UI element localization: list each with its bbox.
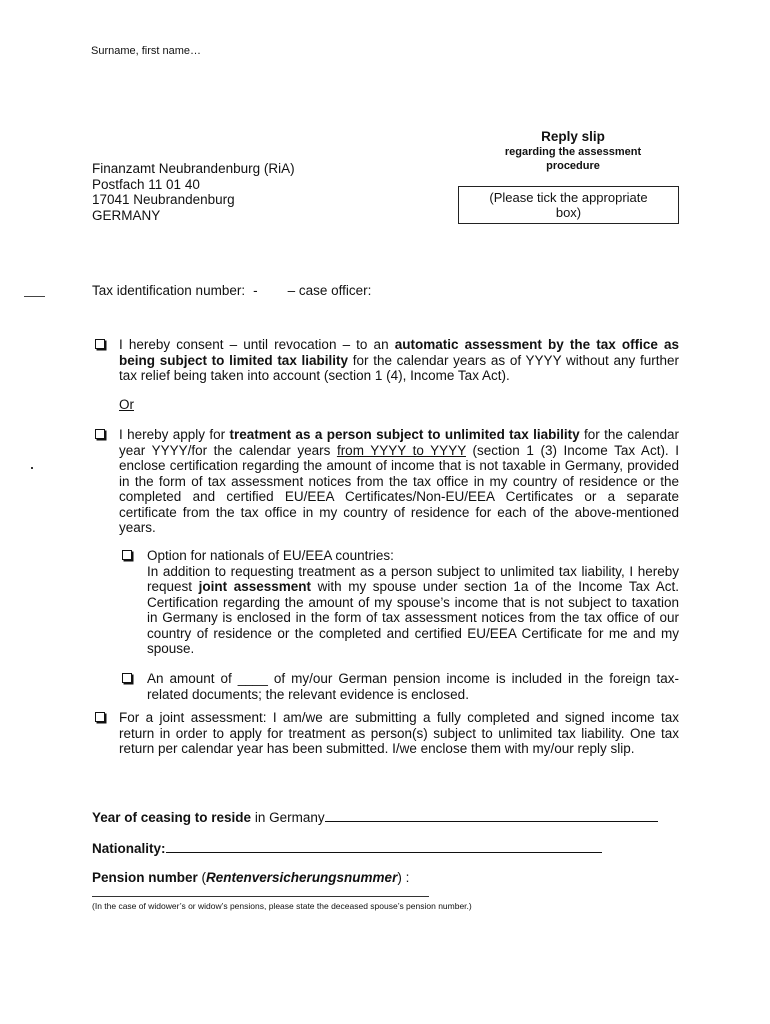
pension-number-field — [92, 870, 409, 885]
option2-text-1: I hereby apply for — [119, 427, 230, 442]
joint-text-2: with my spouse under section 1a of the Income Tax Act. Certification regarding the amount of my spouse’s income that is not subject to taxation in Germany is enclosed in the form of tax assessment notices from the tax office of our country of residence or the completed and certified EU/EEA Certificate for me and my spouse. — [147, 579, 679, 656]
year-ceasing-label-rest: in Germany — [251, 810, 325, 825]
address-line-1: Finanzamt Neubrandenburg (RiA) — [92, 161, 295, 176]
footnote-text: (In the case of widower’s or widow’s pensions, please state the deceased spouse’s pension number.) — [92, 901, 472, 911]
option-pension-income: An amount of ____ of my/our German pension income is included in the foreign tax-related documents; the relevant evidence is enclosed. — [147, 671, 679, 702]
tax-id-label: Tax identification number: — [92, 283, 246, 298]
punch-mark — [31, 467, 33, 469]
tax-id-dash: - — [253, 283, 258, 298]
year-ceasing-field — [92, 809, 658, 825]
reply-slip-title: Reply slip — [541, 129, 605, 144]
checkbox-automatic-assessment[interactable] — [95, 339, 105, 349]
option1-text-1: I hereby consent – until revocation – to an — [119, 337, 395, 352]
checkbox-tax-return[interactable] — [95, 712, 105, 722]
nationality-input[interactable] — [166, 840, 602, 853]
joint-option-title: Option for nationals of EU/EEA countries: — [147, 548, 394, 563]
recipient-address — [92, 161, 295, 223]
joint-bold: joint assessment — [198, 579, 312, 594]
option-automatic-assessment — [119, 337, 679, 384]
address-line-3: 17041 Neubrandenburg — [92, 192, 235, 207]
case-officer-label: – case officer: — [287, 283, 372, 298]
option2-text-2: for the calendar year YYYY/for the calendar years — [119, 427, 679, 458]
option1-bold: automatic assessment by the tax office as being subject to limited tax liability — [119, 337, 679, 368]
tax-id-line — [92, 283, 371, 298]
nationality-field — [92, 840, 602, 856]
sender-name-placeholder: Surname, first name… — [91, 45, 202, 57]
option1-text-2: for the calendar years as of YYYY without any further tax relief being taken into account (section 1 (4), Income Tax Act). — [119, 352, 679, 383]
fold-mark — [24, 296, 45, 297]
reply-slip-subtitle-1: regarding the assessment — [504, 146, 642, 158]
checkbox-pension-income[interactable] — [122, 673, 132, 683]
or-label: Or — [119, 397, 134, 412]
year-ceasing-input[interactable] — [325, 809, 658, 822]
option2-text-3: (section 1 (3) Income Tax Act). I enclose certification regarding the amount of income that is not taxable in Germany, provided in the form of tax assessment notices from the tax office in my country of residence or the completed and certified EU/EEA Certificates/Non-EU/EEA Certificates or a separate certificate from the tax office in my country of residence for each of the above-mentioned years. — [119, 442, 680, 535]
address-line-4: GERMANY — [92, 207, 161, 223]
year-ceasing-label: Year of ceasing to reside — [92, 810, 252, 825]
tick-hint-box — [458, 186, 679, 224]
pension-open-paren: ( — [197, 870, 207, 885]
option-unlimited-liability — [119, 427, 679, 536]
option2-underlined-years: from YYYY to YYYY — [336, 442, 466, 458]
pension-number-label: Pension number — [92, 870, 198, 885]
reply-slip-heading — [470, 129, 676, 173]
option2-bold: treatment as a person subject to unlimited tax liability — [229, 427, 580, 442]
checkbox-unlimited-liability[interactable] — [95, 429, 105, 439]
pension-close-paren: ) : — [397, 870, 410, 885]
footnote-rule — [92, 896, 429, 897]
joint-text-1: In addition to requesting treatment as a person subject to unlimited tax liability, I hereby request — [147, 563, 679, 594]
address-line-2: Postfach 11 01 40 — [92, 176, 200, 192]
pension-german-term: Rentenversicherungsnummer — [206, 870, 398, 885]
tick-hint-line-2: box) — [555, 205, 582, 220]
reply-slip-subtitle-2: procedure — [546, 160, 600, 172]
checkbox-joint-assessment[interactable] — [122, 550, 132, 560]
joint-option-body — [147, 564, 679, 657]
tick-hint-line-1: (Please tick the appropriate — [489, 190, 648, 205]
nationality-label: Nationality: — [92, 841, 166, 856]
option-tax-return: For a joint assessment: I am/we are submitting a fully completed and signed income tax return in order to apply for treatment as person(s) subject to unlimited tax liability. One tax return per calendar year has been submitted. I/we enclose them with my/our reply slip. — [119, 710, 679, 756]
option-joint-assessment — [147, 548, 679, 657]
